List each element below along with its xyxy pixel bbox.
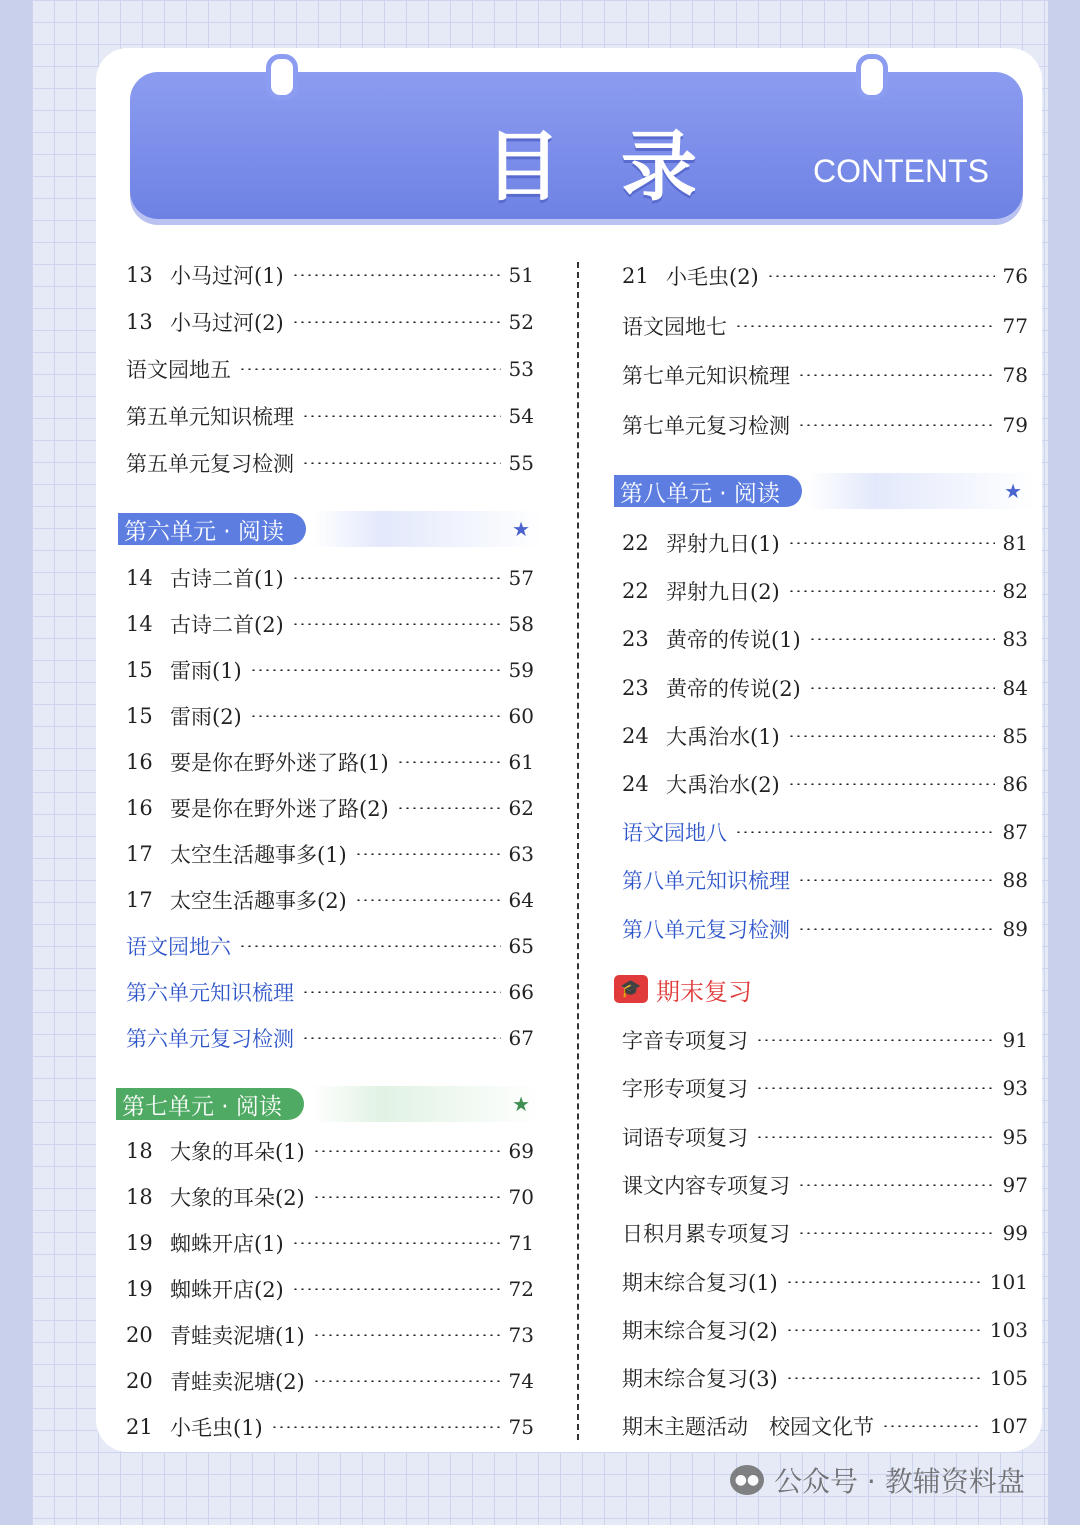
toc-entry bbox=[622, 526, 1028, 560]
toc-entry-page: 77 bbox=[1002, 314, 1028, 338]
toc-entry-label: 蜘蛛开店(1) bbox=[170, 1232, 284, 1256]
toc-entry-number: 19 bbox=[126, 1231, 153, 1255]
toc-entry-label: 雷雨(2) bbox=[170, 705, 242, 729]
toc-entry-page: 93 bbox=[1002, 1076, 1028, 1100]
toc-entry-number: 17 bbox=[126, 888, 153, 912]
toc-entry-number: 16 bbox=[126, 750, 153, 774]
unit7-heading: 第七单元 · 阅读 bbox=[116, 1088, 304, 1120]
toc-entry-page: 75 bbox=[508, 1415, 534, 1439]
toc-entry-label: 雷雨(1) bbox=[170, 659, 242, 683]
dot-leader bbox=[756, 1136, 995, 1138]
binder-ring-left bbox=[266, 54, 298, 100]
toc-entry bbox=[622, 408, 1028, 442]
toc-entry bbox=[126, 1318, 534, 1352]
page-subtitle: CONTENTS bbox=[813, 153, 989, 189]
toc-entry-label: 期末综合复习(1) bbox=[622, 1271, 778, 1295]
toc-entry-label: 第七单元复习检测 bbox=[622, 414, 790, 438]
unit8-heading: 第八单元 · 阅读 bbox=[614, 475, 802, 507]
toc-entry-label: 字形专项复习 bbox=[622, 1077, 748, 1101]
toc-entry-label: 语文园地七 bbox=[622, 315, 727, 339]
toc-entry-label: 小毛虫(1) bbox=[170, 1416, 263, 1440]
toc-entry-page: 73 bbox=[508, 1323, 534, 1347]
toc-entry-label: 期末综合复习(3) bbox=[622, 1367, 778, 1391]
toc-entry bbox=[126, 1134, 534, 1168]
toc-entry-label: 课文内容专项复习 bbox=[622, 1174, 790, 1198]
toc-entry-page: 95 bbox=[1002, 1125, 1028, 1149]
dot-leader bbox=[735, 831, 995, 833]
toc-entry-page: 69 bbox=[508, 1139, 534, 1163]
dot-leader bbox=[786, 1329, 982, 1331]
dot-leader bbox=[271, 1426, 501, 1428]
toc-entry-number: 20 bbox=[126, 1323, 153, 1347]
dot-leader bbox=[798, 1232, 995, 1234]
dot-leader bbox=[788, 783, 995, 785]
toc-entry-number: 19 bbox=[126, 1277, 153, 1301]
dot-leader bbox=[292, 1242, 501, 1244]
toc-entry-page: 91 bbox=[1002, 1028, 1028, 1052]
toc-entry bbox=[622, 1168, 1028, 1202]
toc-entry bbox=[126, 837, 534, 871]
toc-entry-page: 60 bbox=[508, 704, 534, 728]
dot-leader bbox=[798, 928, 995, 930]
toc-entry-number: 22 bbox=[622, 531, 649, 555]
toc-entry bbox=[126, 1410, 534, 1444]
toc-entry-page: 81 bbox=[1002, 531, 1028, 555]
dot-leader bbox=[355, 853, 501, 855]
toc-entry bbox=[622, 1409, 1028, 1443]
toc-entry-label: 古诗二首(1) bbox=[170, 567, 284, 591]
toc-entry-page: 58 bbox=[508, 612, 534, 636]
toc-entry-page: 70 bbox=[508, 1185, 534, 1209]
toc-entry-number: 20 bbox=[126, 1369, 153, 1393]
toc-entry bbox=[126, 699, 534, 733]
toc-entry bbox=[622, 1216, 1028, 1250]
toc-entry-number: 18 bbox=[126, 1185, 153, 1209]
dot-leader bbox=[798, 879, 995, 881]
toc-entry bbox=[622, 719, 1028, 753]
dot-leader bbox=[302, 1037, 501, 1039]
dot-leader bbox=[397, 761, 501, 763]
toc-entry-label: 小马过河(1) bbox=[170, 264, 284, 288]
dot-leader bbox=[786, 1281, 982, 1283]
toc-entry-label: 黄帝的传说(2) bbox=[666, 677, 801, 701]
toc-entry-page: 52 bbox=[508, 310, 534, 334]
toc-entry-label: 青蛙卖泥塘(1) bbox=[170, 1324, 305, 1348]
final-review-header bbox=[614, 971, 752, 1007]
dot-leader bbox=[239, 945, 501, 947]
toc-entry-number: 24 bbox=[622, 724, 649, 748]
toc-entry-label: 语文园地五 bbox=[126, 358, 231, 382]
dot-leader bbox=[292, 1288, 501, 1290]
toc-entry bbox=[126, 607, 534, 641]
dot-leader bbox=[250, 715, 501, 717]
toc-entry-label: 大象的耳朵(2) bbox=[170, 1186, 305, 1210]
toc-entry bbox=[622, 1120, 1028, 1154]
toc-entry-page: 51 bbox=[508, 263, 534, 287]
toc-entry-number: 14 bbox=[126, 566, 153, 590]
toc-entry-label: 字音专项复习 bbox=[622, 1029, 748, 1053]
toc-entry bbox=[126, 446, 534, 480]
watermark-text: 公众号 · 教辅资料盘 bbox=[774, 1465, 1025, 1498]
toc-entry-number: 15 bbox=[126, 704, 153, 728]
toc-entry-number: 13 bbox=[126, 263, 153, 287]
toc-entry-label: 大象的耳朵(1) bbox=[170, 1140, 305, 1164]
toc-entry-label: 第八单元知识梳理 bbox=[622, 869, 790, 893]
dot-leader bbox=[313, 1334, 501, 1336]
toc-entry bbox=[622, 622, 1028, 656]
unit6-header bbox=[118, 511, 542, 547]
toc-entry-label: 第五单元复习检测 bbox=[126, 452, 294, 476]
toc-entry-number: 21 bbox=[126, 1415, 153, 1439]
toc-entry-label: 古诗二首(2) bbox=[170, 613, 284, 637]
toc-entry-label: 大禹治水(2) bbox=[666, 773, 780, 797]
toc-entry-label: 羿射九日(1) bbox=[666, 532, 780, 556]
toc-entry bbox=[622, 671, 1028, 705]
toc-entry-number: 21 bbox=[622, 264, 649, 288]
final-review-heading: 期末复习 bbox=[656, 977, 752, 1006]
toc-entry bbox=[126, 929, 534, 963]
dot-leader bbox=[735, 325, 995, 327]
dot-leader bbox=[786, 1377, 982, 1379]
binder-ring-right bbox=[856, 54, 888, 100]
toc-entry-page: 53 bbox=[508, 357, 534, 381]
graduation-cap-icon: 🎓 bbox=[614, 975, 648, 1003]
toc-entry-number: 14 bbox=[126, 612, 153, 636]
toc-entry-label: 词语专项复习 bbox=[622, 1126, 748, 1150]
dot-leader bbox=[798, 424, 995, 426]
wechat-icon: ●● bbox=[730, 1465, 764, 1495]
star-icon: ★ bbox=[512, 1092, 530, 1116]
toc-entry-page: 85 bbox=[1002, 724, 1028, 748]
toc-entry-page: 107 bbox=[989, 1414, 1028, 1438]
toc-entry bbox=[622, 1023, 1028, 1057]
toc-entry-label: 期末综合复习(2) bbox=[622, 1319, 778, 1343]
toc-entry-page: 59 bbox=[508, 658, 534, 682]
dot-leader bbox=[313, 1196, 501, 1198]
toc-entry bbox=[126, 1180, 534, 1214]
toc-entry-page: 76 bbox=[1002, 264, 1028, 288]
toc-entry-page: 103 bbox=[989, 1318, 1028, 1342]
toc-entry-label: 语文园地八 bbox=[622, 821, 727, 845]
dot-leader bbox=[788, 735, 995, 737]
star-icon: ★ bbox=[512, 517, 530, 541]
toc-entry bbox=[126, 745, 534, 779]
toc-entry bbox=[126, 1272, 534, 1306]
toc-entry bbox=[126, 561, 534, 595]
toc-entry-label: 小马过河(2) bbox=[170, 311, 284, 335]
toc-entry-page: 83 bbox=[1002, 627, 1028, 651]
toc-entry-number: 18 bbox=[126, 1139, 153, 1163]
toc-entry-number: 22 bbox=[622, 579, 649, 603]
dot-leader bbox=[788, 542, 995, 544]
toc-entry bbox=[622, 574, 1028, 608]
toc-entry bbox=[622, 1361, 1028, 1395]
dot-leader bbox=[292, 274, 501, 276]
toc-entry-number: 15 bbox=[126, 658, 153, 682]
toc-entry bbox=[622, 358, 1028, 392]
dot-leader bbox=[756, 1087, 995, 1089]
toc-entry-label: 青蛙卖泥塘(2) bbox=[170, 1370, 305, 1394]
toc-entry-label: 大禹治水(1) bbox=[666, 725, 780, 749]
toc-entry-page: 78 bbox=[1002, 363, 1028, 387]
toc-entry-number: 13 bbox=[126, 310, 153, 334]
toc-entry bbox=[126, 653, 534, 687]
toc-entry-page: 97 bbox=[1002, 1173, 1028, 1197]
dot-leader bbox=[767, 275, 995, 277]
toc-entry bbox=[126, 352, 534, 386]
dot-leader bbox=[302, 991, 501, 993]
toc-entry-label: 第五单元知识梳理 bbox=[126, 405, 294, 429]
unit7-header bbox=[116, 1086, 542, 1122]
dot-leader bbox=[292, 321, 501, 323]
toc-entry-label: 蜘蛛开店(2) bbox=[170, 1278, 284, 1302]
dot-leader bbox=[355, 899, 501, 901]
dot-leader bbox=[788, 590, 995, 592]
column-divider bbox=[577, 262, 579, 1440]
toc-entry-label: 日积月累专项复习 bbox=[622, 1222, 790, 1246]
toc-entry-page: 67 bbox=[508, 1026, 534, 1050]
toc-entry bbox=[622, 767, 1028, 801]
toc-entry-page: 105 bbox=[989, 1366, 1028, 1390]
dot-leader bbox=[239, 368, 501, 370]
dot-leader bbox=[756, 1039, 995, 1041]
toc-entry-page: 82 bbox=[1002, 579, 1028, 603]
toc-entry-page: 61 bbox=[508, 750, 534, 774]
dot-leader bbox=[313, 1380, 501, 1382]
toc-entry bbox=[622, 309, 1028, 343]
toc-entry bbox=[622, 863, 1028, 897]
dot-leader bbox=[809, 687, 995, 689]
toc-entry-label: 太空生活趣事多(1) bbox=[170, 843, 347, 867]
toc-entry-page: 88 bbox=[1002, 868, 1028, 892]
toc-entry bbox=[622, 912, 1028, 946]
toc-entry-page: 62 bbox=[508, 796, 534, 820]
dot-leader bbox=[292, 577, 501, 579]
toc-entry bbox=[126, 1226, 534, 1260]
toc-entry-number: 17 bbox=[126, 842, 153, 866]
toc-entry-page: 55 bbox=[508, 451, 534, 475]
toc-entry-label: 第七单元知识梳理 bbox=[622, 364, 790, 388]
toc-entry bbox=[126, 791, 534, 825]
dot-leader bbox=[313, 1150, 501, 1152]
toc-entry bbox=[622, 259, 1028, 293]
dot-leader bbox=[250, 669, 501, 671]
toc-entry-page: 87 bbox=[1002, 820, 1028, 844]
dot-leader bbox=[292, 623, 501, 625]
toc-entry bbox=[126, 975, 534, 1009]
toc-entry bbox=[126, 258, 534, 292]
toc-entry-number: 23 bbox=[622, 627, 649, 651]
dot-leader bbox=[809, 638, 995, 640]
toc-entry-page: 72 bbox=[508, 1277, 534, 1301]
toc-entry-number: 23 bbox=[622, 676, 649, 700]
toc-entry bbox=[622, 1313, 1028, 1347]
toc-entry-page: 66 bbox=[508, 980, 534, 1004]
page-title: 目录 bbox=[485, 122, 757, 211]
toc-entry-label: 要是你在野外迷了路(2) bbox=[170, 797, 389, 821]
toc-entry bbox=[622, 815, 1028, 849]
toc-entry bbox=[126, 1021, 534, 1055]
toc-entry-page: 79 bbox=[1002, 413, 1028, 437]
toc-entry-label: 期末主题活动 校园文化节 bbox=[622, 1415, 874, 1439]
toc-entry-label: 语文园地六 bbox=[126, 935, 231, 959]
dot-leader bbox=[798, 374, 995, 376]
toc-entry bbox=[126, 399, 534, 433]
toc-entry-page: 74 bbox=[508, 1369, 534, 1393]
watermark bbox=[730, 1460, 1025, 1500]
dot-leader bbox=[397, 807, 501, 809]
toc-entry-number: 16 bbox=[126, 796, 153, 820]
toc-entry-page: 71 bbox=[508, 1231, 534, 1255]
toc-entry-page: 64 bbox=[508, 888, 534, 912]
toc-entry-label: 小毛虫(2) bbox=[666, 265, 759, 289]
toc-entry-page: 101 bbox=[989, 1270, 1028, 1294]
dot-leader bbox=[302, 415, 501, 417]
toc-entry-page: 84 bbox=[1002, 676, 1028, 700]
toc-entry-label: 羿射九日(2) bbox=[666, 580, 780, 604]
toc-entry-page: 86 bbox=[1002, 772, 1028, 796]
dot-leader bbox=[302, 462, 501, 464]
toc-entry-number: 24 bbox=[622, 772, 649, 796]
toc-entry-page: 89 bbox=[1002, 917, 1028, 941]
toc-entry-label: 第六单元复习检测 bbox=[126, 1027, 294, 1051]
toc-entry bbox=[126, 305, 534, 339]
unit8-header bbox=[614, 473, 1034, 509]
dot-leader bbox=[798, 1184, 995, 1186]
toc-entry-label: 要是你在野外迷了路(1) bbox=[170, 751, 389, 775]
toc-entry-label: 黄帝的传说(1) bbox=[666, 628, 801, 652]
star-icon: ★ bbox=[1004, 479, 1022, 503]
toc-entry-page: 99 bbox=[1002, 1221, 1028, 1245]
dot-leader bbox=[882, 1425, 982, 1427]
toc-entry-page: 65 bbox=[508, 934, 534, 958]
toc-entry bbox=[126, 883, 534, 917]
unit6-heading: 第六单元 · 阅读 bbox=[118, 513, 306, 545]
toc-entry-page: 57 bbox=[508, 566, 534, 590]
toc-entry-label: 第八单元复习检测 bbox=[622, 918, 790, 942]
toc-entry-page: 63 bbox=[508, 842, 534, 866]
toc-entry-label: 太空生活趣事多(2) bbox=[170, 889, 347, 913]
toc-entry bbox=[126, 1364, 534, 1398]
toc-entry bbox=[622, 1071, 1028, 1105]
toc-entry-label: 第六单元知识梳理 bbox=[126, 981, 294, 1005]
toc-entry-page: 54 bbox=[508, 404, 534, 428]
toc-entry bbox=[622, 1265, 1028, 1299]
